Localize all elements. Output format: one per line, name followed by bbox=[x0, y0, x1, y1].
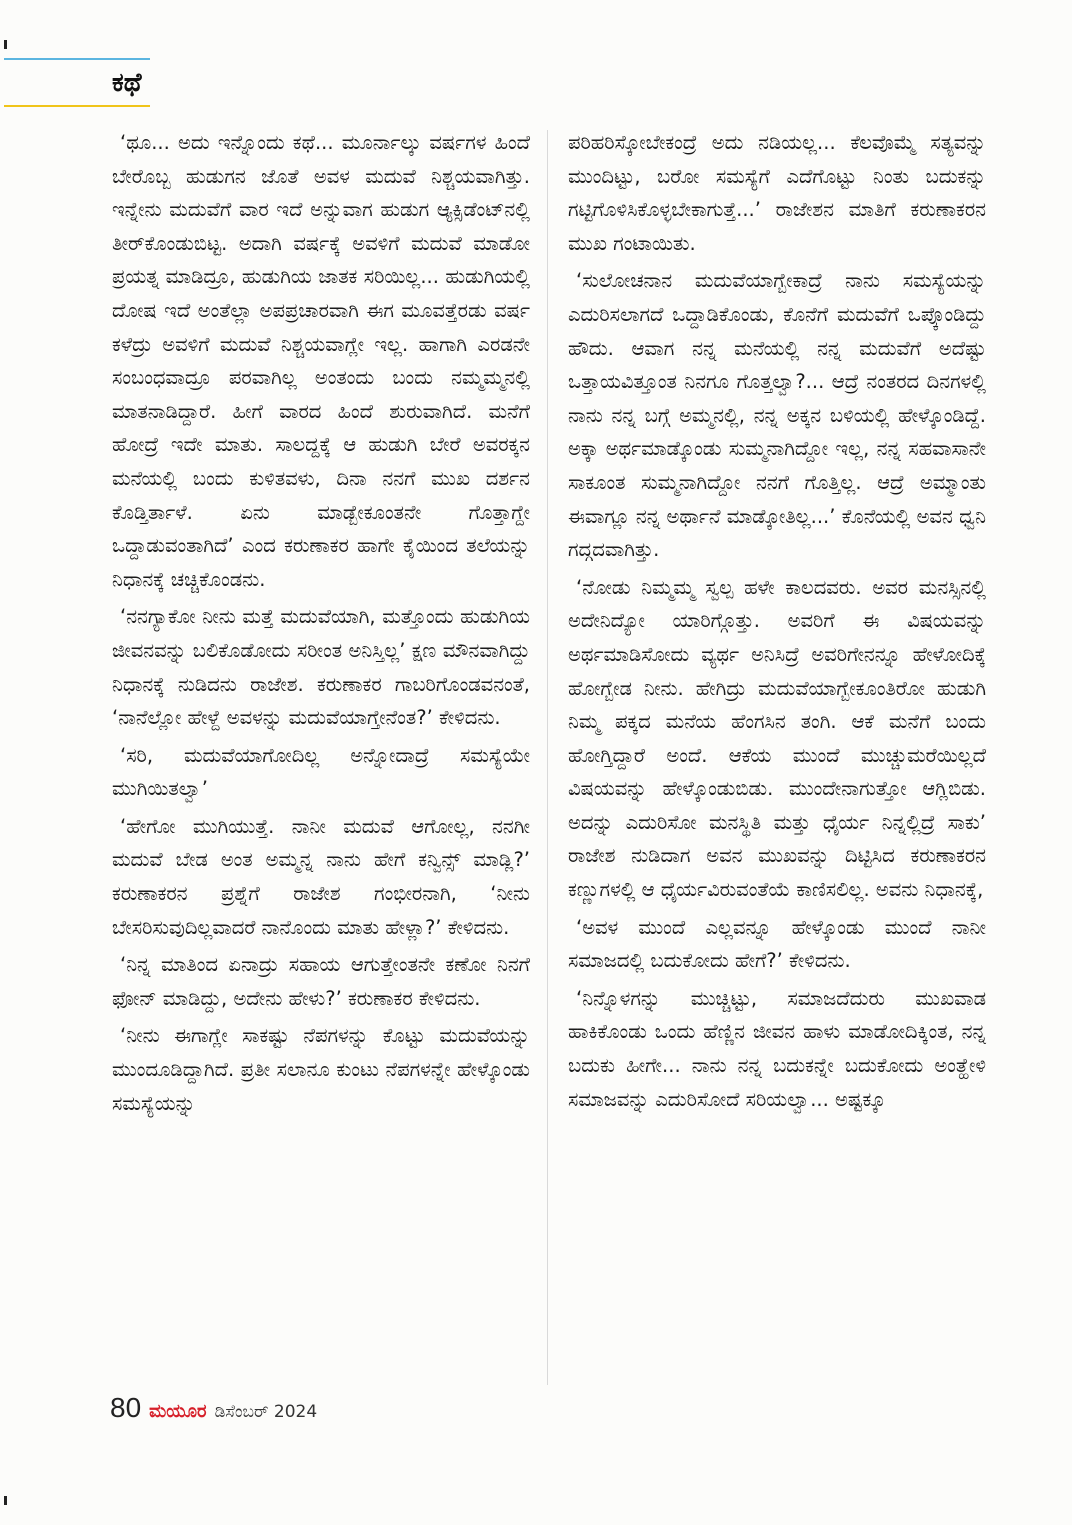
paragraph: ‘ಸರಿ, ಮದುವೆಯಾಗೋದಿಲ್ಲ ಅನ್ನೋದಾದ್ರೆ ಸಮಸ್ಯೆಯೇ ಮುಗಿಯಿತಲ್ವಾ’ bbox=[112, 743, 530, 801]
left-column bbox=[112, 126, 530, 1124]
paragraph: ‘ಅವಳ ಮುಂದೆ ಎಲ್ಲವನ್ನೂ ಹೇಳ್ಕೊಂಡು ಮುಂದೆ ನಾನೀ ಸಮಾಜದಲ್ಲಿ ಬದುಕೋದು ಹೇಗೆ?’ ಕೇಳಿದನು. bbox=[568, 915, 986, 973]
paragraph: ‘ನನಗ್ಯಾಕೋ ನೀನು ಮತ್ತೆ ಮದುವೆಯಾಗಿ, ಮತ್ತೊಂದು ಹುಡುಗಿಯ ಜೀವನವನ್ನು ಬಲಿಕೊಡೋದು ಸರೀಂತ ಅನಿಸ್ತಿಲ್ಲ’ ಕ್ಷಣ ಮೌನವಾಗಿದ್ದು ನಿಧಾನಕ್ಕೆ ನುಡಿದನು ರಾಜೇಶ. ಕರುಣಾಕರ ಗಾಬರಿಗೊಂಡವನಂತೆ, ‘ನಾನೆಲ್ಲೋ ಹೇಳ್ದೆ ಅವಳನ್ನು ಮದುವೆಯಾಗ್ತೇನೆಂತ?’ ಕೇಳಿದನು. bbox=[112, 605, 530, 730]
paragraph: ‘ನೀನು ಈಗಾಗ್ಲೇ ಸಾಕಷ್ಟು ನೆಪಗಳನ್ನು ಕೊಟ್ಟು ಮದುವೆಯನ್ನು ಮುಂದೂಡಿದ್ದಾಗಿದೆ. ಪ್ರತೀ ಸಲಾನೂ ಕುಂಟು ನೆಪಗಳನ್ನೇ ಹೇಳ್ಕೊಂಡು ಸಮಸ್ಯೆಯನ್ನು bbox=[112, 1024, 530, 1115]
issue-date: ಡಿಸೆಂಬರ್ 2024 bbox=[214, 1402, 318, 1422]
paragraph: ‘ಹೇಗೋ ಮುಗಿಯುತ್ತೆ. ನಾನೀ ಮದುವೆ ಆಗೋಲ್ಲ, ನನಗೀ ಮದುವೆ ಬೇಡ ಅಂತ ಅಮ್ಮನ್ನ ನಾನು ಹೇಗೆ ಕನ್ವಿನ್ಸ್ ಮಾಡ್ಲಿ?’ ಕರುಣಾಕರನ ಪ್ರಶ್ನೆಗೆ ರಾಜೇಶ ಗಂಭೀರನಾಗಿ, ‘ನೀನು ಬೇಸರಿಸುವುದಿಲ್ಲವಾದರೆ ನಾನೊಂದು ಮಾತು ಹೇಳ್ಲಾ?’ ಕೇಳಿದನು. bbox=[112, 814, 530, 939]
paragraph: ‘ನಿನ್ನ ಮಾತಿಂದ ಏನಾದ್ರು ಸಹಾಯ ಆಗುತ್ತೇಂತನೇ ಕಣೋ ನಿನಗೆ ಫೋನ್ ಮಾಡಿದ್ದು, ಅದೇನು ಹೇಳು?’ ಕರುಣಾಕರ ಕೇಳಿದನು. bbox=[112, 953, 530, 1010]
paragraph: ‘ನೋಡು ನಿಮ್ಮಮ್ಮ ಸ್ವಲ್ಪ ಹಳೇ ಕಾಲದವರು. ಅವರ ಮನಸ್ಸಿನಲ್ಲಿ ಅದೇನಿದ್ಯೋ ಯಾರಿಗ್ಗೊತ್ತು. ಅವರಿಗೆ ಈ ವಿಷಯವನ್ನು ಅರ್ಥಮಾಡಿಸೋದು ವ್ಯರ್ಥ ಅನಿಸಿದ್ರೆ ಅವರಿಗೇನನ್ನೂ ಹೇಳೋದಿಕ್ಕೆ ಹೋಗ್ಬೇಡ ನೀನು. ಹೇಗಿದ್ರು ಮದುವೆಯಾಗ್ಬೇಕೂಂತಿರೋ ಹುಡುಗಿ ನಿಮ್ಮ ಪಕ್ಕದ ಮನೆಯ ಹೆಂಗಸಿನ ತಂಗಿ. ಆಕೆ ಮನೆಗೆ ಬಂದು ಹೋಗ್ತಿದ್ದಾರೆ ಅಂದೆ. ಆಕೆಯ ಮುಂದೆ ಮುಚ್ಚುಮರೆಯಿಲ್ಲದೆ ವಿಷಯವನ್ನು ಹೇಳ್ಕೊಂಡುಬಿಡು. ಮುಂದೇನಾಗುತ್ತೋ ಆಗ್ಲಿಬಿಡು. ಅದನ್ನು ಎದುರಿಸೋ ಮನಸ್ಥಿತಿ ಮತ್ತು ಧೈರ್ಯ ನಿನ್ನಲ್ಲಿದ್ರೆ ಸಾಕು’ ರಾಜೇಶ ನುಡಿದಾಗ ಅವನ ಮುಖವನ್ನು ದಿಟ್ಟಿಸಿದ ಕರುಣಾಕರನ ಕಣ್ಣುಗಳಲ್ಲಿ ಆ ಧೈರ್ಯವಿರುವಂತೆಯೆ ಕಾಣಿಸಲಿಲ್ಲ. ಅವನು ನಿಧಾನಕ್ಕೆ, bbox=[568, 575, 986, 902]
crop-mark-top-left bbox=[4, 40, 7, 49]
crop-mark-bottom-left bbox=[4, 1496, 7, 1505]
magazine-logo: ಮಯೂರ bbox=[149, 1401, 207, 1422]
paragraph: ‘ನಿನ್ನೊಳಗನ್ನು ಮುಚ್ಚಿಟ್ಟು, ಸಮಾಜದೆದುರು ಮುಖವಾಡ ಹಾಕಿಕೊಂಡು ಒಂದು ಹೆಣ್ಣಿನ ಜೀವನ ಹಾಳು ಮಾಡೋದಿಕ್ಕಿಂತ, ನನ್ನ ಬದುಕು ಹೀಗೇ... ನಾನು ನನ್ನ ಬದುಕನ್ನೇ ಬದುಕೋದು ಅಂತ್ಹೇಳಿ ಸಮಾಜವನ್ನು ಎದುರಿಸೋದೆ ಸರಿಯಲ್ವಾ... ಅಷ್ಟಕ್ಕೂ bbox=[568, 986, 986, 1111]
page-footer bbox=[110, 1392, 317, 1424]
header-yellow-rule bbox=[4, 105, 150, 107]
right-column bbox=[568, 126, 986, 1120]
column-divider bbox=[547, 130, 548, 1385]
paragraph: ‘ಸುಲೋಚನಾನ ಮದುವೆಯಾಗ್ಬೇಕಾದ್ರೆ ನಾನು ಸಮಸ್ಯೆಯನ್ನು ಎದುರಿಸಲಾಗದೆ ಒದ್ದಾಡಿಕೊಂಡು, ಕೊನೆಗೆ ಮದುವೆಗೆ ಒಪ್ಕೊಂಡಿದ್ದು ಹೌದು. ಆವಾಗ ನನ್ನ ಮನೆಯಲ್ಲಿ ನನ್ನ ಮದುವೆಗೆ ಅದೆಷ್ಟು ಒತ್ತಾಯವಿತ್ತೂಂತ ನಿನಗೂ ಗೊತ್ತಲ್ವಾ?... ಆದ್ರೆ ನಂತರದ ದಿನಗಳಲ್ಲಿ ನಾನು ನನ್ನ ಬಗ್ಗೆ ಅಮ್ಮನಲ್ಲಿ, ನನ್ನ ಅಕ್ಕನ ಬಳಿಯಲ್ಲಿ ಹೇಳ್ಕೊಂಡಿದ್ದೆ. ಅಕ್ಕಾ ಅರ್ಥಮಾಡ್ಕೊಂಡು ಸುಮ್ಮನಾಗಿದ್ದೋ ಇಲ್ಲ, ನನ್ನ ಸಹವಾಸಾನೇ ಸಾಕೂಂತ ಸುಮ್ಮನಾಗಿದ್ದೋ ನನಗೆ ಗೊತ್ತಿಲ್ಲ. ಆದ್ರೆ ಅಮ್ಮಾಂತು ಈವಾಗ್ಲೂ ನನ್ನ ಅರ್ಥಾನೆ ಮಾಡ್ಕೋತಿಲ್ಲ...’ ಕೊನೆಯಲ್ಲಿ ಅವನ ಧ್ವನಿ ಗದ್ಗದವಾಗಿತ್ತು. bbox=[568, 269, 986, 562]
header-blue-rule bbox=[4, 58, 150, 60]
paragraph: ಪರಿಹರಿಸ್ಕೋಬೇಕಂದ್ರೆ ಅದು ನಡಿಯಲ್ಲ... ಕೆಲವೊಮ್ಮೆ ಸತ್ಯವನ್ನು ಮುಂದಿಟ್ಟು, ಬರೋ ಸಮಸ್ಯೆಗೆ ಎದೆಗೊಟ್ಟು ನಿಂತು ಬದುಕನ್ನು ಗಟ್ಟಿಗೊಳಿಸಿಕೊಳ್ಳಬೇಕಾಗುತ್ತೆ...’ ರಾಜೇಶನ ಮಾತಿಗೆ ಕರುಣಾಕರನ ಮುಖ ಗಂಟಾಯಿತು. bbox=[568, 131, 986, 255]
paragraph: ‘ಥೂ... ಅದು ಇನ್ನೊಂದು ಕಥೆ... ಮೂರ್ನಾಲ್ಕು ವರ್ಷಗಳ ಹಿಂದೆ ಬೇರೊಬ್ಬ ಹುಡುಗನ ಜೊತೆ ಅವಳ ಮದುವೆ ನಿಶ್ಚಯವಾಗಿತ್ತು. ಇನ್ನೇನು ಮದುವೆಗೆ ವಾರ ಇದೆ ಅನ್ನುವಾಗ ಹುಡುಗ ಆ್ಯಕ್ಸಿಡೆಂಟ್‌ನಲ್ಲಿ ತೀರ್‌ಕೊಂಡುಬಿಟ್ಟ. ಅದಾಗಿ ವರ್ಷಕ್ಕೆ ಅವಳಿಗೆ ಮದುವೆ ಮಾಡೋ ಪ್ರಯತ್ನ ಮಾಡಿದ್ರೂ, ಹುಡುಗಿಯ ಜಾತಕ ಸರಿಯಿಲ್ಲ... ಹುಡುಗಿಯಲ್ಲಿ ದೋಷ ಇದೆ ಅಂತೆಲ್ಲಾ ಅಪಪ್ರಚಾರವಾಗಿ ಈಗ ಮೂವತ್ತೆರಡು ವರ್ಷ ಕಳೆದ್ರು ಅವಳಿಗೆ ಮದುವೆ ನಿಶ್ಚಯವಾಗ್ಲೇ ಇಲ್ಲ. ಹಾಗಾಗಿ ಎರಡನೇ ಸಂಬಂಧವಾದ್ರೂ ಪರವಾಗಿಲ್ಲ ಅಂತಂದು ಬಂದು ನಮ್ಮಮ್ಮನಲ್ಲಿ ಮಾತನಾಡಿದ್ದಾರೆ. ಹೀಗೆ ವಾರದ ಹಿಂದೆ ಶುರುವಾಗಿದೆ. ಮನೆಗೆ ಹೋದ್ರೆ ಇದೇ ಮಾತು. ಸಾಲದ್ದಕ್ಕೆ ಆ ಹುಡುಗಿ ಬೇರೆ ಅವರಕ್ಕನ ಮನೆಯಲ್ಲಿ ಬಂದು ಕುಳಿತವಳು, ದಿನಾ ನನಗೆ ಮುಖ ದರ್ಶನ ಕೊಡ್ತಿರ್ತಾಳೆ. ಏನು ಮಾಡ್ಬೇಕೂಂತನೇ ಗೊತ್ತಾಗ್ದೇ ಒದ್ದಾಡುವಂತಾಗಿದೆ’ ಎಂದ ಕರುಣಾಕರ ಹಾಗೇ ಕೈಯಿಂದ ತಲೆಯನ್ನು ನಿಧಾನಕ್ಕೆ ಚಚ್ಚಿಕೊಂಡನು. bbox=[112, 131, 530, 591]
page-number: 80 bbox=[110, 1392, 142, 1423]
section-title: ಕಥೆ bbox=[112, 68, 142, 98]
